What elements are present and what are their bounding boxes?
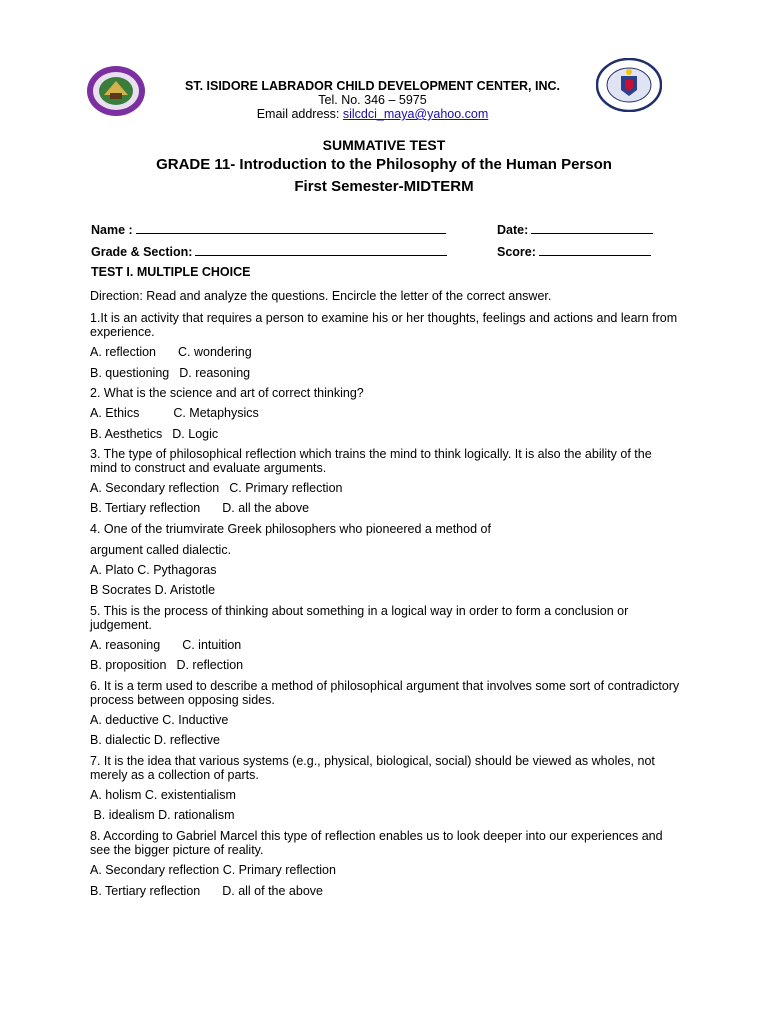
choice[interactable]: D. Logic bbox=[172, 427, 219, 441]
choice[interactable]: C. Metaphysics bbox=[173, 406, 259, 420]
choice[interactable]: A. Secondary reflection bbox=[90, 481, 220, 495]
choice[interactable]: C. wondering bbox=[178, 345, 252, 359]
name-blank[interactable] bbox=[136, 221, 446, 234]
choice-row bbox=[90, 481, 342, 495]
name-field[interactable] bbox=[91, 221, 446, 237]
name-label: Name : bbox=[91, 223, 133, 237]
test-heading: TEST I. MULTIPLE CHOICE bbox=[91, 265, 251, 279]
date-field[interactable] bbox=[497, 221, 653, 237]
choice[interactable]: B. Tertiary reflection bbox=[90, 501, 201, 515]
subject-title: GRADE 11- Introduction to the Philosophy of the Human Person bbox=[156, 156, 612, 173]
choice-row bbox=[90, 658, 243, 672]
semester-title: First Semester-MIDTERM bbox=[294, 178, 474, 195]
telephone: Tel. No. 346 – 5975 bbox=[318, 93, 427, 107]
choice-row bbox=[90, 366, 250, 380]
choice[interactable]: D. reflection bbox=[176, 658, 244, 672]
choice-row bbox=[90, 713, 228, 727]
direction-text: Direction: Read and analyze the questions. Encircle the letter of the correct answer. bbox=[90, 289, 552, 303]
choice-row bbox=[90, 345, 252, 359]
choice[interactable]: A. reasoning bbox=[90, 638, 161, 652]
choice[interactable]: A. deductive C. Inductive bbox=[90, 713, 229, 727]
grade-section-blank[interactable] bbox=[195, 243, 447, 256]
choice[interactable]: B Socrates D. Aristotle bbox=[90, 583, 216, 597]
school-name: ST. ISIDORE LABRADOR CHILD DEVELOPMENT CENTER, INC. bbox=[184, 79, 561, 93]
choice[interactable]: B. questioning bbox=[90, 366, 170, 380]
choice[interactable]: A. Plato C. Pythagoras bbox=[90, 563, 217, 577]
choice[interactable]: D. all of the above bbox=[222, 884, 323, 898]
date-label: Date: bbox=[497, 223, 529, 237]
choice[interactable]: B. proposition bbox=[90, 658, 167, 672]
question-text: 4. One of the triumvirate Greek philosophers who pioneered a method of bbox=[90, 522, 491, 536]
choice-row bbox=[90, 808, 235, 822]
grade-section-label: Grade & Section: bbox=[91, 245, 193, 259]
choice[interactable]: D. reasoning bbox=[179, 366, 251, 380]
choice[interactable]: B. dialectic D. reflective bbox=[90, 733, 220, 747]
question-text: 8. According to Gabriel Marcel this type of reflection enables us to look deeper into our experiences and see the bigger picture of reality. bbox=[90, 829, 663, 857]
question-text: 7. It is the idea that various systems (e.g., physical, biological, social) should be viewed as wholes, not merely as a collection of parts. bbox=[90, 754, 655, 782]
email-link[interactable]: silcdci_maya@yahoo.com bbox=[342, 107, 489, 121]
choice[interactable]: B. idealism D. rationalism bbox=[90, 808, 235, 822]
date-blank[interactable] bbox=[531, 221, 653, 234]
choice[interactable]: B. Aesthetics bbox=[90, 427, 163, 441]
email-line bbox=[100, 107, 645, 121]
question-text: 2. What is the science and art of correct thinking? bbox=[90, 386, 364, 400]
choice-row bbox=[90, 638, 241, 652]
choice[interactable]: C. intuition bbox=[182, 638, 242, 652]
choice-row bbox=[90, 563, 216, 577]
choice-row bbox=[90, 863, 336, 877]
test-title: SUMMATIVE TEST bbox=[322, 137, 446, 153]
choice-row bbox=[90, 788, 236, 802]
choice[interactable]: C. Primary reflection bbox=[229, 481, 343, 495]
question-text-continued: argument called dialectic. bbox=[90, 543, 232, 557]
choice[interactable]: A. Ethics bbox=[90, 406, 140, 420]
email-label: Email address: bbox=[256, 107, 343, 121]
choice-row bbox=[90, 583, 215, 597]
choice-row bbox=[90, 427, 218, 441]
choice-row bbox=[90, 406, 259, 420]
choice[interactable]: D. all the above bbox=[222, 501, 310, 515]
score-blank[interactable] bbox=[539, 243, 651, 256]
question-text: 6. It is a term used to describe a method of philosophical argument that involves some sort of contradictory process between opposing sides. bbox=[90, 679, 680, 707]
score-label: Score: bbox=[497, 245, 536, 259]
grade-section-field[interactable] bbox=[91, 243, 447, 259]
choice[interactable]: B. Tertiary reflection bbox=[90, 884, 201, 898]
question-text: 5. This is the process of thinking about something in a logical way in order to form a conclusion or judgement. bbox=[90, 604, 629, 632]
question-text: 3. The type of philosophical reflection which trains the mind to think logically. It is also the ability of the mind to construct and evaluate arguments. bbox=[90, 447, 652, 475]
choice-row bbox=[90, 501, 309, 515]
choice[interactable]: A. holism C. existentialism bbox=[90, 788, 236, 802]
choice[interactable]: A. Secondary reflection C. Primary reflection bbox=[90, 863, 336, 877]
score-field[interactable] bbox=[497, 243, 651, 259]
choice-row bbox=[90, 884, 323, 898]
choice-row bbox=[90, 733, 220, 747]
choice[interactable]: A. reflection bbox=[90, 345, 157, 359]
question-text: 1.It is an activity that requires a person to examine his or her thoughts, feelings and actions and learn from experience. bbox=[90, 311, 678, 339]
